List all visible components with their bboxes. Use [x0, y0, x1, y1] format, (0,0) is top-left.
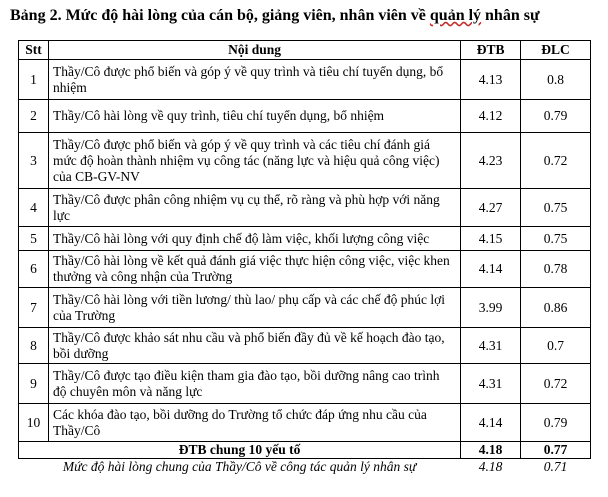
row-stt: 4 — [19, 189, 49, 227]
row-dtb: 4.13 — [461, 60, 521, 100]
row-stt: 7 — [19, 288, 49, 328]
overall-dtb: 4.18 — [461, 459, 521, 476]
summary-dlc: 0.77 — [521, 442, 591, 459]
row-dtb: 4.12 — [461, 100, 521, 133]
caption-suffix: nhân sự — [481, 7, 540, 24]
row-stt: 9 — [19, 364, 49, 404]
row-stt: 5 — [19, 227, 49, 251]
row-content: Thầy/Cô được phân công nhiệm vụ cụ thể, rõ ràng và phù hợp với năng lực — [48, 189, 460, 227]
row-dtb: 3.99 — [461, 288, 521, 328]
table-row — [19, 404, 591, 442]
header-stt: Stt — [19, 41, 49, 60]
overall-row — [19, 459, 591, 476]
overall-label: Mức độ hài lòng chung của Thầy/Cô về công tác quản lý nhân sự — [19, 459, 461, 476]
table-row — [19, 364, 591, 404]
table-row — [19, 288, 591, 328]
overall-dlc: 0.71 — [521, 459, 591, 476]
row-dlc: 0.86 — [521, 288, 591, 328]
row-content: Các khóa đào tạo, bồi dưỡng do Trường tổ chức đáp ứng nhu cầu của Thầy/Cô — [48, 404, 460, 442]
caption-prefix: Bảng 2. Mức độ hài lòng của cán bộ, giảng viên, nhân viên về — [10, 7, 430, 24]
row-dlc: 0.8 — [521, 60, 591, 100]
row-stt: 6 — [19, 251, 49, 288]
row-dlc: 0.72 — [521, 364, 591, 404]
row-dlc: 0.7 — [521, 328, 591, 364]
table-row — [19, 189, 591, 227]
row-dtb: 4.23 — [461, 133, 521, 189]
row-content: Thầy/Cô hài lòng về kết quả đánh giá việc thực hiện công việc, việc khen thưởng và công nhận của Trường — [48, 251, 460, 288]
row-dtb: 4.31 — [461, 328, 521, 364]
row-stt: 10 — [19, 404, 49, 442]
row-content: Thầy/Cô hài lòng với quy định chế độ làm việc, khối lượng công việc — [48, 227, 460, 251]
header-content: Nội dung — [48, 41, 460, 60]
row-dlc: 0.78 — [521, 251, 591, 288]
row-dtb: 4.31 — [461, 364, 521, 404]
table-row — [19, 251, 591, 288]
summary-row — [19, 442, 591, 459]
table-caption — [10, 6, 606, 26]
table-header-row — [19, 41, 591, 60]
caption-underlined: quản lý — [429, 7, 482, 24]
row-stt: 2 — [19, 100, 49, 133]
header-dlc: ĐLC — [521, 41, 591, 60]
row-content: Thầy/Cô hài lòng về quy trình, tiêu chí tuyển dụng, bổ nhiệm — [48, 100, 460, 133]
row-dlc: 0.79 — [521, 100, 591, 133]
row-dtb: 4.15 — [461, 227, 521, 251]
row-dlc: 0.79 — [521, 404, 591, 442]
table-row — [19, 227, 591, 251]
row-dtb: 4.27 — [461, 189, 521, 227]
row-dlc: 0.75 — [521, 227, 591, 251]
row-content: Thầy/Cô được khảo sát nhu cầu và phổ biến đầy đủ về kế hoạch đào tạo, bồi dưỡng — [48, 328, 460, 364]
row-dtb: 4.14 — [461, 251, 521, 288]
summary-dtb: 4.18 — [461, 442, 521, 459]
row-content: Thầy/Cô hài lòng với tiền lương/ thù lao/ phụ cấp và các chế độ phúc lợi của Trường — [48, 288, 460, 328]
table-row — [19, 60, 591, 100]
row-content: Thầy/Cô được phổ biến và góp ý về quy trình và tiêu chí tuyển dụng, bổ nhiệm — [48, 60, 460, 100]
table-row — [19, 328, 591, 364]
row-stt: 3 — [19, 133, 49, 189]
row-dtb: 4.14 — [461, 404, 521, 442]
row-dlc: 0.72 — [521, 133, 591, 189]
satisfaction-table — [18, 40, 591, 475]
row-content: Thầy/Cô được tạo điều kiện tham gia đào tạo, bồi dưỡng nâng cao trình độ chuyên môn và năng lực — [48, 364, 460, 404]
row-content: Thầy/Cô được phổ biến và góp ý về quy trình và các tiêu chí đánh giá mức độ hoàn thành nhiệm vụ công tác (năng lực và hiệu quả công việc) của CB-GV-NV — [48, 133, 460, 189]
summary-label: ĐTB chung 10 yếu tố — [19, 442, 461, 459]
table-row — [19, 133, 591, 189]
row-dlc: 0.75 — [521, 189, 591, 227]
table-row — [19, 100, 591, 133]
row-stt: 1 — [19, 60, 49, 100]
header-dtb: ĐTB — [461, 41, 521, 60]
row-stt: 8 — [19, 328, 49, 364]
